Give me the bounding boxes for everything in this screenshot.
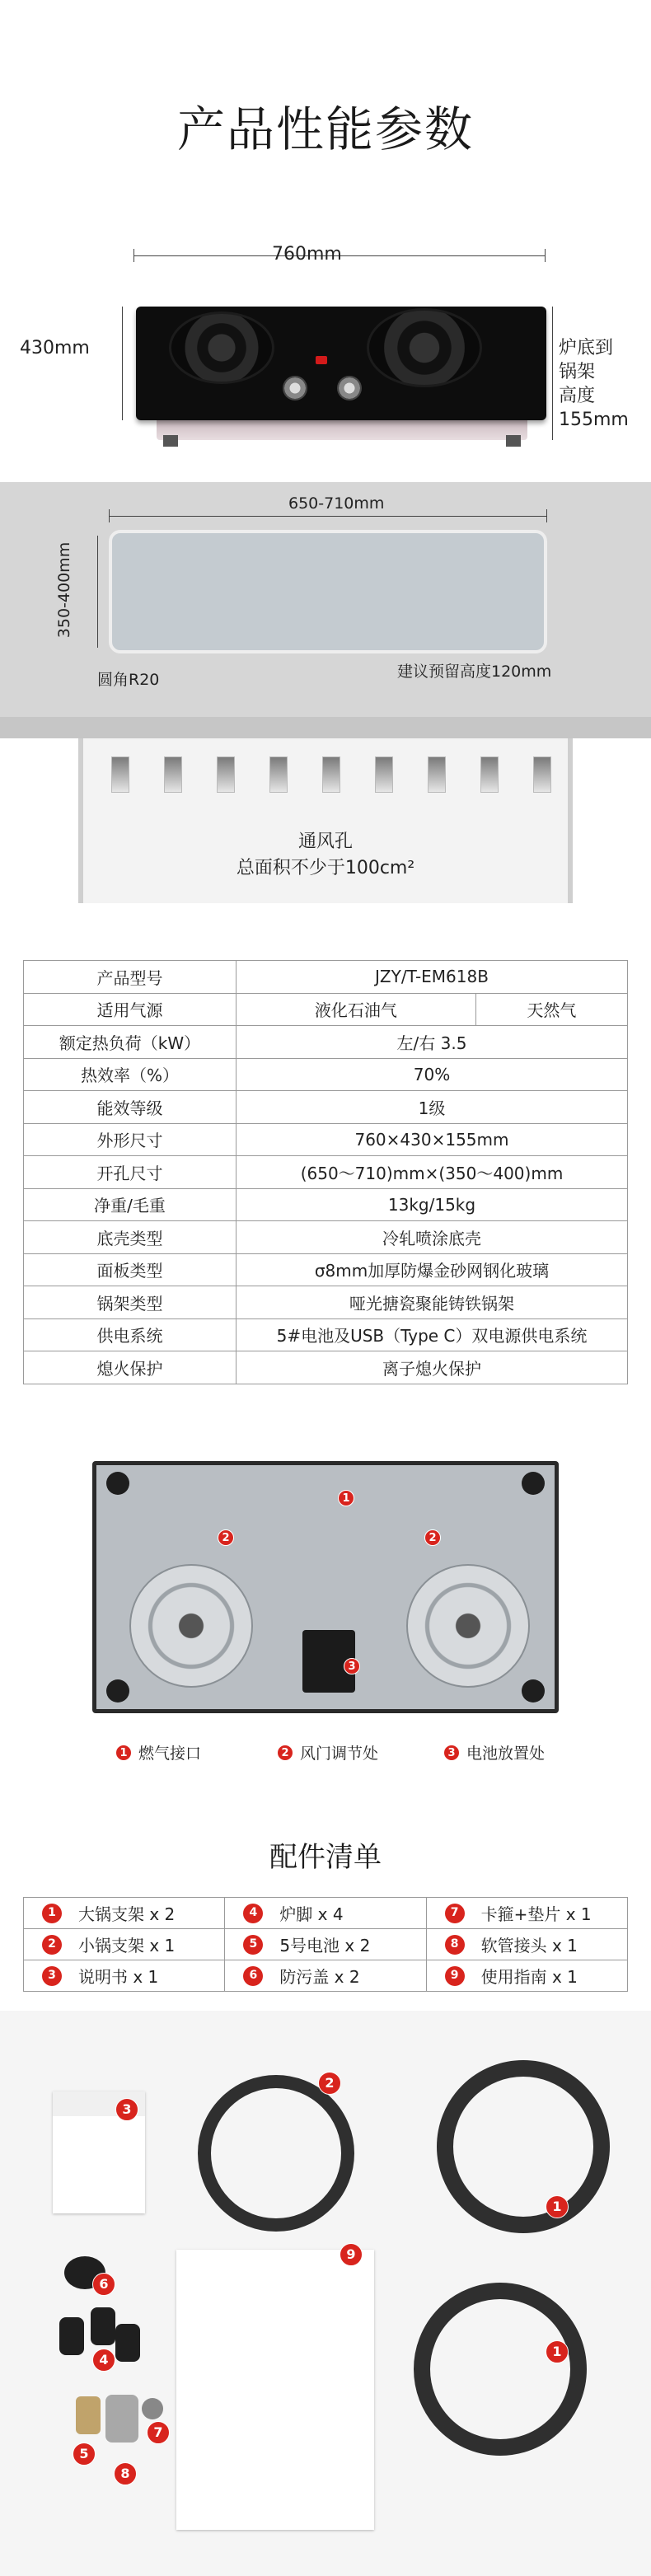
cutout-width-label: 650-710mm <box>288 494 385 513</box>
depth-dimension-line <box>122 307 123 420</box>
large-pot-stand <box>414 2283 587 2456</box>
accessory-cell <box>225 1898 426 1929</box>
photo-badge: 5 <box>73 2443 96 2466</box>
spec-value: 哑光搪瓷聚能铸铁锅架 <box>237 1286 628 1319</box>
page-title: 产品性能参数 <box>176 101 474 157</box>
vent-slot <box>111 756 129 793</box>
accessory-cell <box>426 1960 627 1992</box>
accessory-label: 说明书 x 1 <box>78 1967 159 1987</box>
table-row <box>24 1898 628 1929</box>
right-burner <box>367 308 482 387</box>
table-row <box>24 1188 628 1221</box>
accessory-cell <box>24 1929 225 1960</box>
table-row <box>24 1123 628 1156</box>
brand-logo <box>316 356 327 364</box>
foot-part <box>59 2317 84 2355</box>
spec-value: 760×430×155mm <box>237 1123 628 1156</box>
photo-badge: 4 <box>92 2349 115 2372</box>
photo-badge: 8 <box>114 2462 137 2485</box>
right-knob <box>337 376 362 400</box>
accessory-cell <box>24 1898 225 1929</box>
accessory-cell <box>426 1898 627 1929</box>
photo-badge: 3 <box>115 2098 138 2121</box>
accessory-badge: 1 <box>42 1904 62 1923</box>
accessory-label: 卡箍+垫片 x 1 <box>480 1904 592 1924</box>
badge-air-damper: 2 <box>218 1529 234 1546</box>
vent-title: 通风孔 <box>297 831 353 852</box>
cooktop-bottom-image <box>92 1461 559 1713</box>
legend-badge: 2 <box>277 1745 293 1761</box>
badge-air-damper: 2 <box>424 1529 441 1546</box>
photo-badge: 1 <box>546 2340 569 2363</box>
height-dimension-line <box>552 307 553 440</box>
spec-label: 供电系统 <box>24 1318 237 1351</box>
vent-slot <box>164 756 182 793</box>
vent-panel <box>78 738 573 903</box>
accessory-label: 大锅支架 x 2 <box>78 1904 176 1924</box>
badge-battery: 3 <box>344 1658 360 1674</box>
counter-top <box>0 717 651 738</box>
cutout-outline <box>109 530 547 653</box>
vent-slot <box>217 756 235 793</box>
spec-label: 锅架类型 <box>24 1286 237 1319</box>
spec-label: 额定热负荷（kW） <box>24 1026 237 1059</box>
corner-pad <box>522 1472 545 1495</box>
spec-value: 液化石油气 <box>237 993 476 1026</box>
corner-pad <box>106 1472 129 1495</box>
spec-label: 热效率（%） <box>24 1058 237 1091</box>
table-row <box>24 1058 628 1091</box>
spec-value: 13kg/15kg <box>237 1188 628 1221</box>
table-row <box>24 1960 628 1992</box>
cutout-depth-line <box>97 536 98 648</box>
foot-part <box>91 2307 115 2345</box>
spec-value: 离子熄火保护 <box>237 1351 628 1384</box>
legend-label: 电池放置处 <box>466 1745 546 1763</box>
user-guide-sheet <box>176 2250 374 2530</box>
vent-slot <box>428 756 446 793</box>
large-pot-stand <box>437 2060 610 2233</box>
accessory-cell <box>225 1960 426 1992</box>
table-row <box>24 1929 628 1960</box>
spec-value: 冷轧喷涂底壳 <box>237 1221 628 1254</box>
accessory-label: 小锅支架 x 1 <box>78 1936 176 1955</box>
accessory-badge: 8 <box>445 1935 465 1955</box>
corner-pad <box>106 1679 129 1703</box>
legend-label: 风门调节处 <box>300 1745 379 1763</box>
badge-gas-inlet: 1 <box>338 1490 354 1506</box>
legend-item <box>115 1741 201 1763</box>
spec-value: 左/右 3.5 <box>237 1026 628 1059</box>
spec-value: 1级 <box>237 1091 628 1124</box>
legend-item <box>277 1741 378 1763</box>
accessories-title: 配件清单 <box>269 1841 382 1874</box>
accessory-badge: 3 <box>42 1966 62 1986</box>
spec-value: 70% <box>237 1058 628 1091</box>
accessory-badge: 4 <box>243 1904 263 1923</box>
bottom-legend <box>115 1741 577 1761</box>
vent-slot <box>322 756 340 793</box>
accessory-badge: 9 <box>445 1966 465 1986</box>
accessory-label: 5号电池 x 2 <box>279 1936 371 1955</box>
vent-area: 总面积不少于100cm² <box>236 858 415 878</box>
accessory-label: 使用指南 x 1 <box>480 1967 578 1987</box>
accessory-badge: 2 <box>42 1935 62 1955</box>
accessory-cell <box>426 1929 627 1960</box>
table-row <box>24 1253 628 1286</box>
spec-label: 开孔尺寸 <box>24 1156 237 1189</box>
photo-badge: 7 <box>147 2421 170 2444</box>
foot-part <box>115 2324 140 2362</box>
photo-badge: 9 <box>340 2243 363 2266</box>
spec-label: 适用气源 <box>24 993 237 1026</box>
table-row <box>24 1091 628 1124</box>
spec-value: (650～710)mm×(350～400)mm <box>237 1156 628 1189</box>
left-burner <box>169 311 274 384</box>
legend-badge: 1 <box>115 1745 132 1761</box>
left-knob <box>283 376 307 400</box>
depth-label: 430mm <box>20 338 90 358</box>
spec-label: 产品型号 <box>24 961 237 994</box>
height-label: 炉底到 锅架 高度 155mm <box>559 338 629 430</box>
small-pot-stand <box>198 2075 354 2232</box>
accessory-label: 软管接头 x 1 <box>480 1936 578 1955</box>
accessory-badge: 7 <box>445 1904 465 1923</box>
table-row <box>24 1286 628 1319</box>
photo-badge: 2 <box>318 2072 341 2095</box>
cooktop-base <box>157 419 527 440</box>
cooktop-image <box>136 307 546 420</box>
spec-table <box>23 960 628 1384</box>
table-row <box>24 993 628 1026</box>
vent-slot <box>269 756 288 793</box>
spec-label: 面板类型 <box>24 1253 237 1286</box>
width-label: 760mm <box>272 244 342 265</box>
battery <box>76 2396 101 2434</box>
legend-badge: 3 <box>443 1745 460 1761</box>
vent-slot <box>375 756 393 793</box>
left-burner-vent <box>129 1564 253 1688</box>
spec-value: JZY/T-EM618B <box>237 961 628 994</box>
spec-label: 外形尺寸 <box>24 1123 237 1156</box>
table-row <box>24 961 628 994</box>
spec-label: 底壳类型 <box>24 1221 237 1254</box>
table-row <box>24 1156 628 1189</box>
table-row <box>24 1221 628 1254</box>
spec-value: 5#电池及USB（Type C）双电源供电系统 <box>237 1318 628 1351</box>
accessory-cell <box>225 1929 426 1960</box>
accessory-label: 炉脚 x 4 <box>279 1904 344 1924</box>
accessory-badge: 6 <box>243 1966 263 1986</box>
photo-badge: 1 <box>546 2195 569 2218</box>
clamp <box>142 2398 163 2419</box>
cutout-depth-label: 350-400mm <box>55 541 74 639</box>
legend-label: 燃气接口 <box>138 1745 202 1763</box>
accessory-cell <box>24 1960 225 1992</box>
vent-slot <box>480 756 499 793</box>
cooktop-foot <box>163 435 178 447</box>
legend-item <box>443 1741 545 1763</box>
table-row <box>24 1318 628 1351</box>
accessory-label: 防污盖 x 2 <box>279 1967 360 1987</box>
corner-radius-label: 圆角R20 <box>97 671 160 689</box>
cooktop-foot <box>506 435 521 447</box>
accessory-badge: 5 <box>243 1935 263 1955</box>
table-row <box>24 1026 628 1059</box>
corner-pad <box>522 1679 545 1703</box>
spec-value: 天然气 <box>475 993 627 1026</box>
spec-label: 熄火保护 <box>24 1351 237 1384</box>
hose-connector <box>105 2395 138 2443</box>
photo-badge: 6 <box>92 2273 115 2296</box>
spec-value: σ8mm加厚防爆金砂网钢化玻璃 <box>237 1253 628 1286</box>
accessories-table <box>23 1897 628 1992</box>
vent-slot <box>533 756 551 793</box>
right-burner-vent <box>406 1564 530 1688</box>
spec-label: 能效等级 <box>24 1091 237 1124</box>
accessories-photo <box>0 2011 651 2576</box>
spec-label: 净重/毛重 <box>24 1188 237 1221</box>
reserved-height-label: 建议预留高度120mm <box>397 663 552 681</box>
table-row <box>24 1351 628 1384</box>
